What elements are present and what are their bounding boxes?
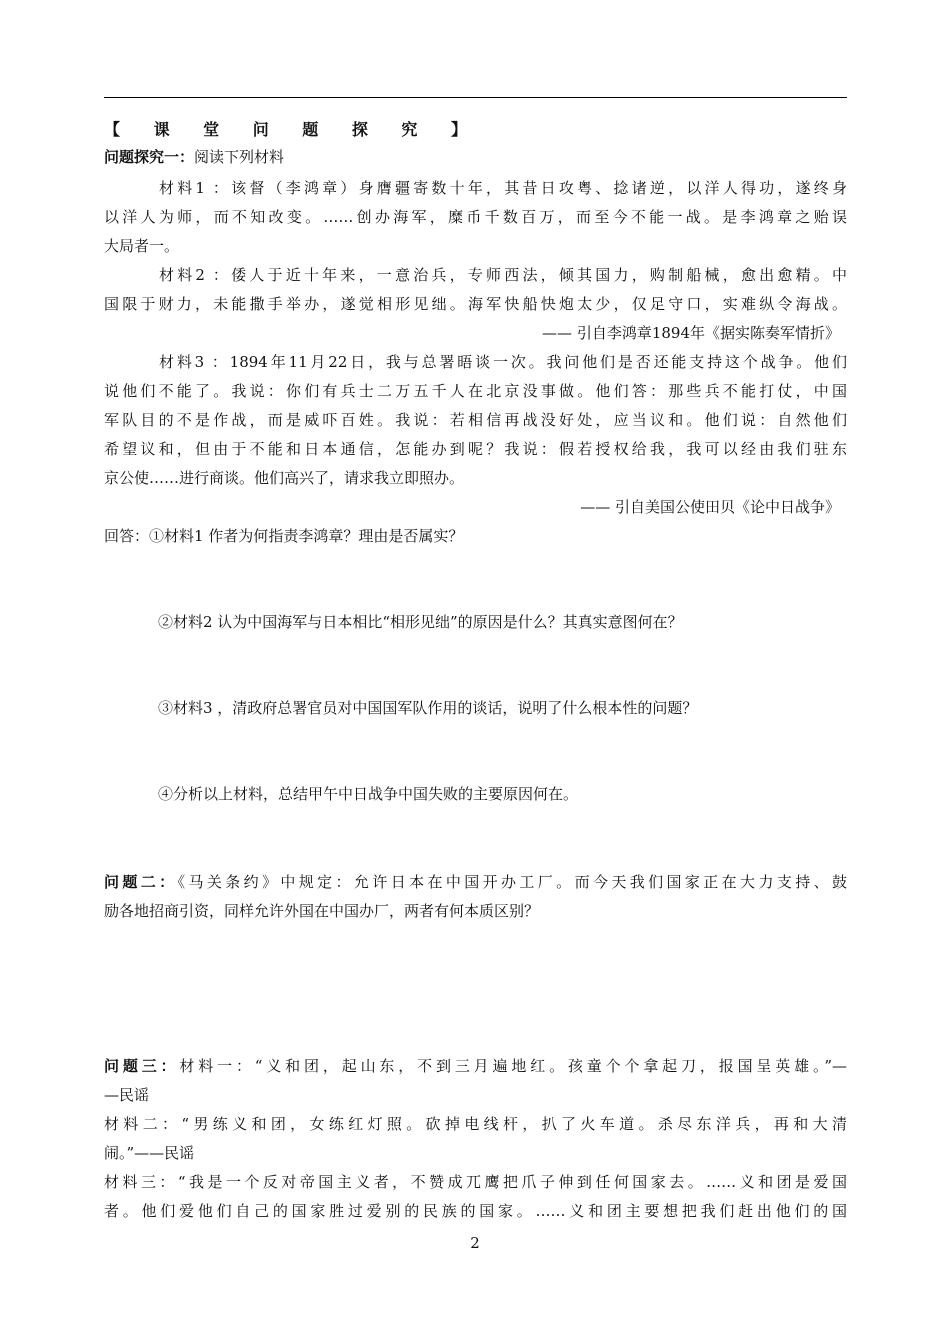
q2-line-2: 励各地招商引资，同样允许外国在中国办厂，两者有何本质区别？ [104, 902, 540, 920]
answer-prompt-2: ②材料2 认为中国海军与日本相比“相形见绌”的原因是什么？其真实意图何在？ [158, 613, 683, 631]
answer-prompt-1: 回答：①材料1 作者为何指责李鸿章？理由是否属实？ [104, 527, 464, 545]
q3-line-4: 闹。”——民谣 [104, 1144, 195, 1162]
m3-line-2: 说他们不能了。我说：你们有兵士二万五千人在北京没事做。他们答：那些兵不能打仗，中国 [104, 382, 847, 400]
m1-line-2: 以洋人为师，而不知改变。……创办海军，糜币千数百万，而至今不能一战。是李鸿章之贻误 [104, 208, 847, 226]
m2-line-2: 国限于财力，未能撒手举办，遂觉相形见绌。海军快船快炮太少，仅足守口，实难纵令海战。 [104, 295, 847, 313]
m2-source: —— 引自李鸿章1894年《据实陈奏军情折》 [542, 324, 840, 342]
m1-line-3: 大局者一。 [104, 237, 180, 255]
m3-line-5: 京公使……进行商谈。他们高兴了，请求我立即照办。 [104, 469, 465, 487]
q3-line-3: 材料二：“男练义和团，女练红灯照。砍掉电线杆，扒了火车道。杀尽东洋兵，再和大清 [104, 1115, 847, 1133]
answer-prompt-4: ④分析以上材料，总结甲午中日战争中国失败的主要原因何在。 [158, 785, 579, 803]
q1-intro: 阅读下列材料 [194, 148, 285, 166]
q3-label: 问题三： [104, 1057, 180, 1075]
section-heading: 【 课 堂 问 题 探 究 】 [104, 120, 481, 139]
q3-line-5: 材料三：“我是一个反对帝国主义者，不赞成兀鹰把爪子伸到任何国家去。……义和团是爱国 [104, 1173, 847, 1191]
m3-line-1: 材料3 ：1894年11月22日，我与总署晤谈一次。我问他们是否还能支持这个战争。他们 [159, 353, 847, 371]
q2-line-1: 问题二：《马关条约》中规定：允许日本在中国开办工厂。而今天我们国家正在大力支持、鼓 [104, 873, 847, 891]
m3-line-3: 军队目的不是作战，而是威吓百姓。我说：若相信再战没好处，应当议和。他们说：自然他们 [104, 411, 847, 429]
m3-source: —— 引自美国公使田贝《论中日战争》 [580, 498, 840, 516]
q1-title [104, 147, 284, 167]
q2-label: 问题二： [104, 873, 178, 891]
m1-line-1: 材料1 ：该督（李鸿章）身膺疆寄数十年，其昔日攻粤、捻诸逆，以洋人得功，遂终身 [159, 179, 847, 197]
m3-line-4: 希望议和，但由于不能和日本通信，怎能办到呢？我说：假若授权给我，我可以经由我们驻东 [104, 440, 847, 458]
header-rule [104, 97, 847, 98]
q3-line-1: 问题三：材料一：“义和团，起山东，不到三月遍地红。孩童个个拿起刀，报国呈英雄。”— [104, 1057, 847, 1075]
q1-label: 问题探究一： [104, 148, 195, 166]
page-number: 2 [470, 1234, 480, 1252]
q3-line-6: 者。他们爱他们自己的国家胜过爱别的民族的国家。……义和团主要想把我们赶出他们的国 [104, 1202, 847, 1220]
answer-prompt-3: ③材料3 ，清政府总署官员对中国国军队作用的谈话，说明了什么根本性的问题？ [158, 699, 698, 717]
q3-line-2: —民谣 [104, 1086, 150, 1104]
m2-line-1: 材料2 ：倭人于近十年来，一意治兵，专师西法，倾其国力，购制船械，愈出愈精。中 [159, 266, 847, 284]
